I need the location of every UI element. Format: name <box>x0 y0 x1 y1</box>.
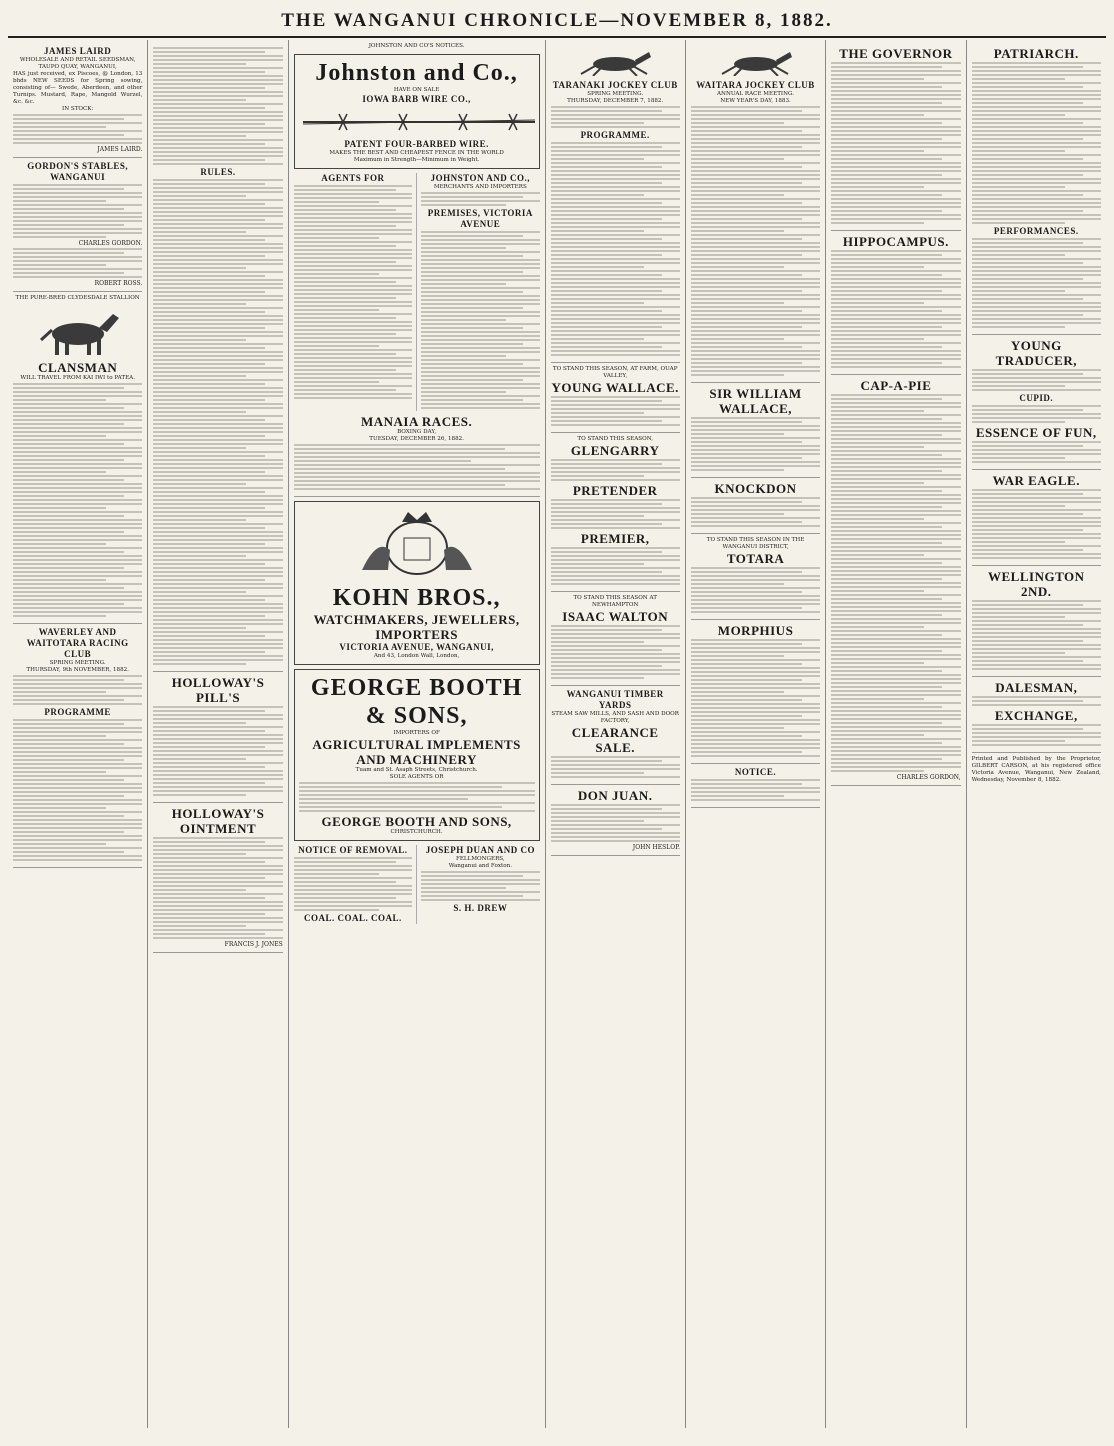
ad-address: Wanganui and Foxton. <box>448 863 512 869</box>
text-lines <box>551 459 680 481</box>
ad-title: WAITARA JOCKEY CLUB <box>696 80 815 90</box>
ad-text: HAS just received, ex Piscoes, @ London, 13 bhds NEW SEEDS for Spring sowing, consisting of— Swede, Aberdeen, and other Turnips. Mustard, Rape, Mangold Wurzel, &c. &c. <box>13 71 143 105</box>
ad-glengarry <box>551 433 680 592</box>
rules-heading: RULES. <box>200 167 236 177</box>
ad-title: WAVERLEY AND WAITOTARA RACING CLUB <box>26 627 129 659</box>
ad-agents: SOLE AGENTS OR <box>389 774 444 780</box>
text-lines <box>691 106 820 376</box>
ad-date: THURSDAY, DECEMBER 7, 1882. <box>567 98 664 104</box>
ad-programme: PROGRAMME <box>44 707 111 717</box>
ad-young-wallace <box>551 363 680 433</box>
text-lines <box>691 779 820 801</box>
ad-title: HOLLOWAY'S PILL'S <box>171 675 265 705</box>
ad-horse-name: WAR EAGLE. <box>992 473 1080 488</box>
ad-kicker: THE PURE-BRED CLYDESDALE STALLION <box>15 295 140 301</box>
ad-morphius <box>691 620 820 764</box>
ad-footer: GEORGE BOOTH AND SONS, <box>321 814 512 829</box>
ad-stock-heading: IN STOCK: <box>61 106 94 112</box>
text-lines <box>691 417 820 471</box>
ad-horse-name: ISAAC WALTON <box>562 609 669 624</box>
ad-title: HOLLOWAY'S OINTMENT <box>171 806 265 836</box>
column-3 <box>289 40 546 1428</box>
ad-horse-name: GLENGARRY <box>570 443 660 458</box>
text-lines <box>13 383 142 617</box>
ad-date: THURSDAY, 9th NOVEMBER, 1882. <box>26 667 129 673</box>
ad-kohn-bros <box>294 501 540 665</box>
ad-waverley-racing <box>13 624 142 868</box>
ad-horse-name: CLANSMAN <box>38 360 118 375</box>
column-1 <box>8 40 148 1428</box>
column-5 <box>686 40 826 1428</box>
ad-horse-name: THE GOVERNOR <box>839 46 953 61</box>
text-lines <box>691 639 820 757</box>
column-6 <box>826 40 966 1428</box>
ad-holloways-pills <box>153 672 282 803</box>
ad-title: NOTICE OF REMOVAL. <box>298 845 408 855</box>
text-lines <box>13 675 142 705</box>
ad-don-juan <box>551 785 680 856</box>
ad-horse-name: DALESMAN, <box>995 680 1078 695</box>
ad-horse-name: HIPPOCAMPUS. <box>842 234 949 249</box>
text-lines <box>294 857 412 911</box>
ad-horse-name-2: EXCHANGE, <box>994 708 1078 723</box>
johnston-merchants <box>417 173 539 411</box>
ad-kicker: TO STAND THIS SEASON, <box>577 436 654 442</box>
ad-title: TARANAKI JOCKEY CLUB <box>552 80 678 90</box>
ad-signature: CHARLES GORDON, <box>896 774 961 781</box>
ad-knockdon <box>691 478 820 534</box>
text-lines <box>421 231 539 409</box>
column-7 <box>967 40 1106 1428</box>
ad-subtitle: MERCHANTS AND IMPORTERS <box>433 184 527 190</box>
ad-manaia-races <box>294 411 540 497</box>
text-lines <box>421 871 539 901</box>
ad-drew: S. H. DREW <box>453 903 508 913</box>
columns <box>8 40 1106 1428</box>
ad-title: MANAIA RACES. <box>361 414 473 429</box>
ad-maximum: Maximum in Strength—Minimum in Weight. <box>353 157 480 163</box>
ad-premises: PREMISES, VICTORIA AVENUE <box>427 208 533 229</box>
ad-johnston-barb-wire <box>294 54 540 169</box>
text-lines <box>13 248 142 278</box>
text-lines <box>551 396 680 426</box>
agents-list <box>294 173 417 411</box>
ad-kicker: TO STAND THIS SEASON AT NEWHAMPTON <box>573 595 657 608</box>
text-lines <box>153 47 282 165</box>
ad-horse-name-3: ESSENCE OF FUN, <box>975 425 1097 440</box>
ad-hippocampus <box>831 231 960 375</box>
ad-horse-name-3: PREMIER, <box>580 531 650 546</box>
text-lines <box>972 369 1101 391</box>
text-lines <box>691 567 820 613</box>
text-lines <box>831 62 960 224</box>
text-lines <box>972 405 1101 423</box>
ad-horse-name: YOUNG WALLACE. <box>551 380 679 395</box>
ad-notice <box>691 764 820 808</box>
text-lines <box>13 719 142 861</box>
ad-holloways-ointment <box>153 803 282 953</box>
ad-race-programme-cont <box>153 43 282 672</box>
removal-coal-split <box>294 845 540 924</box>
ad-clansman <box>13 292 142 624</box>
ad-patent: PATENT FOUR-BARBED WIRE. <box>344 139 489 149</box>
ad-signature: FRANCIS J. JONES <box>224 941 283 948</box>
ad-dalesman <box>972 677 1101 753</box>
ad-subtitle: WHOLESALE AND RETAIL SEEDSMAN, <box>19 57 136 63</box>
ad-totara <box>691 534 820 620</box>
text-lines <box>551 142 680 356</box>
ad-wire-company: IOWA BARB WIRE CO., <box>362 94 471 104</box>
text-lines <box>551 625 680 679</box>
ad-horse-name: TOTARA <box>726 551 785 566</box>
text-lines <box>153 179 282 665</box>
text-lines <box>972 238 1101 328</box>
ad-horse-name: WELLINGTON 2ND. <box>988 569 1085 599</box>
ad-have-on-sale: HAVE ON SALE <box>393 87 440 93</box>
ad-coal: COAL. COAL. COAL. <box>304 913 402 923</box>
ad-title: KOHN BROS., <box>332 585 501 611</box>
text-lines <box>299 782 535 812</box>
ad-footer-2: CHRISTCHURCH. <box>390 829 443 835</box>
text-lines <box>551 804 680 842</box>
ad-date: NEW YEAR'S DAY, 1883. <box>720 98 791 104</box>
text-lines <box>551 756 680 778</box>
ad-title: JOHNSTON AND CO., <box>430 173 530 183</box>
text-lines <box>831 250 960 368</box>
ad-signature: JOHN HESLOP. <box>632 844 680 851</box>
ad-gordons-stables <box>13 158 142 292</box>
text-lines <box>294 185 412 399</box>
text-lines <box>972 489 1101 559</box>
notices-kicker: JOHNSTON AND CO'S NOTICES. <box>368 43 465 49</box>
text-lines <box>972 696 1101 706</box>
ad-cap-a-pie <box>831 375 960 786</box>
ad-horse-name: MORPHIUS <box>717 623 794 638</box>
ad-isaac-walton <box>551 592 680 686</box>
johnston-split <box>294 173 540 411</box>
ad-george-booth <box>294 669 540 841</box>
text-lines <box>691 497 820 527</box>
ad-clearance: CLEARANCE SALE. <box>571 725 659 755</box>
text-lines <box>421 192 539 206</box>
text-lines <box>972 724 1101 746</box>
ad-taranaki-jockey <box>551 43 680 363</box>
ad-banner: Johnston and Co., <box>315 60 518 86</box>
ad-kicker: TO STAND THIS SEASON IN THE WANGANUI DISTRICT, <box>706 537 805 550</box>
racehorse-icon <box>575 50 655 76</box>
ad-sir-william-wallace <box>691 383 820 478</box>
masthead-title: THE WANGANUI CHRONICLE—NOVEMBER 8, 1882. <box>8 10 1106 38</box>
ad-fellmongers <box>417 845 539 924</box>
text-lines <box>972 600 1101 670</box>
text-lines <box>13 184 142 238</box>
ad-horse-name-2: PRETENDER <box>572 483 658 498</box>
text-lines <box>972 62 1101 224</box>
text-lines <box>153 706 282 796</box>
ad-subtitle-2: AGRICULTURAL IMPLEMENTS AND MACHINERY <box>312 737 521 767</box>
ad-kicker: TO STAND THIS SEASON, AT FARM, OUAP VALLEY, <box>552 366 678 379</box>
ad-subtitle: STEAM SAW MILLS, AND SASH AND DOOR FACTORY, <box>551 711 679 724</box>
ad-fence: MAKES THE BEST AND CHEAPEST FENCE IN THE WORLD <box>329 150 504 156</box>
text-lines <box>551 547 680 585</box>
racehorse-icon <box>716 50 796 76</box>
ad-subtitle: IMPORTERS OF <box>393 730 440 736</box>
ad-programme: PROGRAMME. <box>580 130 650 140</box>
ad-signature: JAMES LAIRD. <box>97 146 143 153</box>
ad-subtitle: FELLMONGERS, <box>455 856 505 862</box>
ad-horse-name-2: CUPID. <box>1019 393 1054 403</box>
text-lines <box>13 114 142 144</box>
ad-subtitle: WATCHMAKERS, JEWELLERS, IMPORTERS <box>313 612 520 642</box>
royal-crest-icon <box>342 510 492 580</box>
agents-heading: AGENTS FOR <box>321 173 385 183</box>
ad-war-eagle <box>972 470 1101 566</box>
column-4 <box>546 40 686 1428</box>
ad-patriarch <box>972 43 1101 335</box>
ad-subtitle: WILL TRAVEL FROM KAI IWI to PATEA. <box>20 375 135 381</box>
ad-title: WANGANUI TIMBER YARDS <box>566 689 664 710</box>
text-lines <box>294 444 540 490</box>
ad-subtitle: BOXING DAY, <box>397 429 437 435</box>
ad-the-governor <box>831 43 960 231</box>
ad-subtitle: SPRING MEETING. <box>49 660 106 666</box>
ad-address: TAUPO QUAY, WANGANUI, <box>38 64 117 70</box>
ad-horse-name: SIR WILLIAM WALLACE, <box>709 386 802 416</box>
publisher-footer: Printed and Published by the Proprietor, GILBERT CARSON, at his registered office Victoria Avenue, Wanganui, New Zealand, Wednesday, November 8, 1882. <box>971 756 1101 783</box>
ad-horse-name: PATRIARCH. <box>993 46 1079 61</box>
ad-performances: PERFORMANCES. <box>993 226 1079 236</box>
ad-wellington-2nd <box>972 566 1101 677</box>
ad-title: JAMES LAIRD <box>44 46 112 56</box>
ad-title: GEORGE BOOTH & SONS, <box>310 675 523 729</box>
ad-timber-yards <box>551 686 680 785</box>
ad-signature: ROBERT ROSS. <box>94 280 143 287</box>
ad-james-laird <box>13 43 142 158</box>
ad-address: VICTORIA AVENUE, WANGANUI, <box>339 642 494 652</box>
horse-engraving-icon <box>33 306 123 356</box>
ad-address-2: And 43, London Wall, London, <box>373 653 460 659</box>
ad-title: GORDON'S STABLES, WANGANUI <box>27 161 129 182</box>
ad-title: NOTICE. <box>734 767 777 777</box>
text-lines <box>551 106 680 128</box>
ad-horse-name: YOUNG TRADUCER, <box>995 338 1077 368</box>
text-lines <box>972 441 1101 463</box>
ad-horse-name: DON JUAN. <box>577 788 653 803</box>
text-lines <box>153 837 282 939</box>
ad-signature: CHARLES GORDON. <box>78 240 143 247</box>
ad-waitara-jockey <box>691 43 820 383</box>
text-lines <box>551 499 680 529</box>
ad-date: TUESDAY, DECEMBER 26, 1882. <box>369 436 464 442</box>
ad-young-traducer <box>972 335 1101 470</box>
ad-horse-name: KNOCKDON <box>714 481 797 496</box>
ad-subtitle: SPRING MEETING. <box>587 91 644 97</box>
ad-notice-removal <box>294 845 417 924</box>
ad-title: JOSEPH DUAN AND CO <box>425 845 535 855</box>
ad-subtitle: ANNUAL RACE MEETING. <box>717 91 795 97</box>
text-lines <box>831 394 960 772</box>
ad-horse-name: CAP-A-PIE <box>860 378 932 393</box>
column-2 <box>148 40 288 1428</box>
barbed-wire-icon <box>299 109 539 135</box>
ad-address: Tuam and St. Asaph Streets, Christchurch. <box>355 767 478 773</box>
